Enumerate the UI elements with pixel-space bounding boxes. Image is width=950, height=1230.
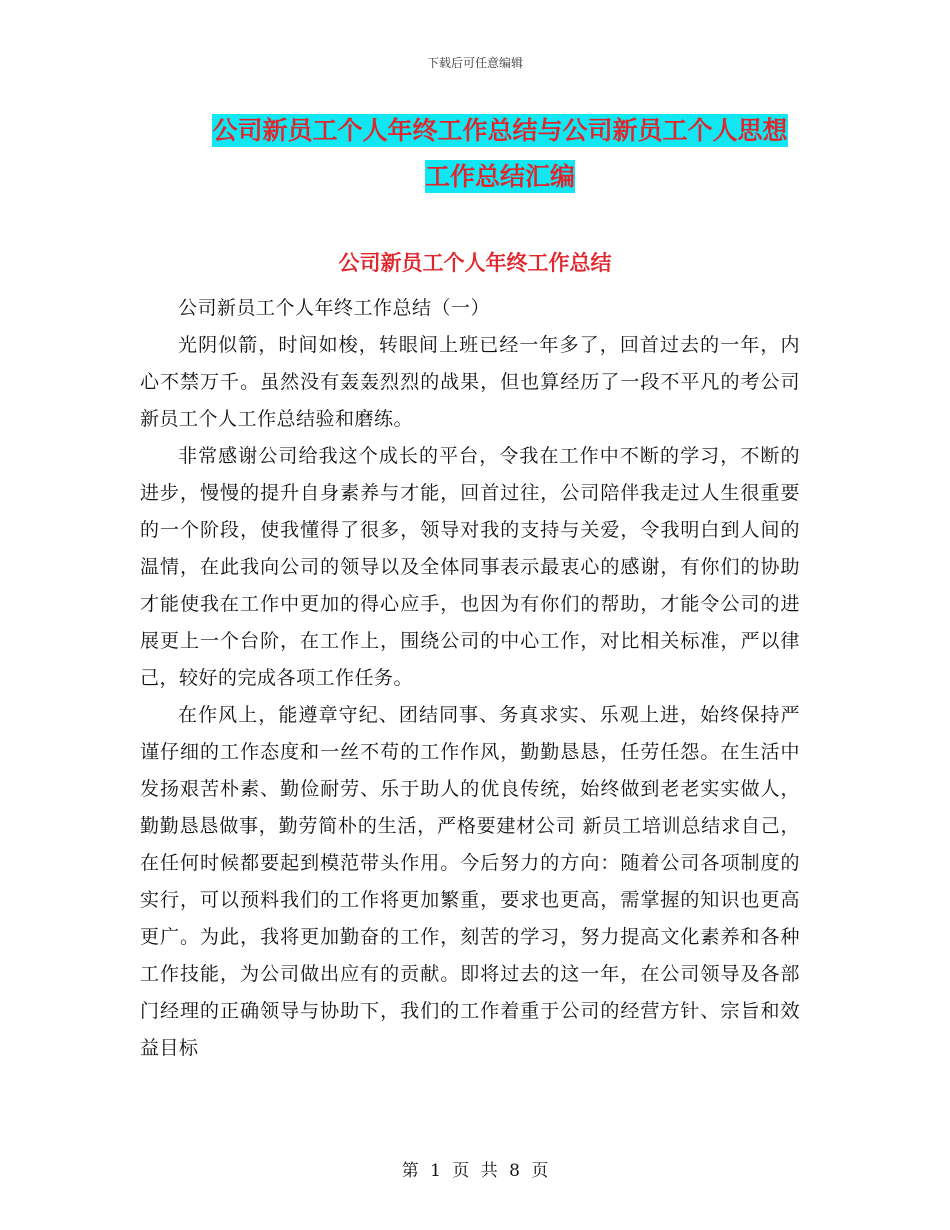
document-body <box>140 290 800 1067</box>
header-note: 下载后可任意编辑 <box>426 56 523 70</box>
title-line-2: 工作总结汇编 <box>424 162 575 191</box>
paragraph: 非常感谢公司给我这个成长的平台，令我在工作中不断的学习，不断的进步，慢慢的提升自身素养与才能，回首过往，公司陪伴我走过人生很重要的一个阶段，使我懂得了很多，领导对我的支持与关爱，令我明白到人间的温情，在此我向公司的领导以及全体同事表示最衷心的感谢，有你们的协助才能使我在工作中更加的得心应手，也因为有你们的帮助，才能令公司的进展更上一个台阶，在工作上，围绕公司的中心工作，对比相关标准，严以律己，较好的完成各项工作任务。 <box>140 445 800 689</box>
paragraph: 在作风上，能遵章守纪、团结同事、务真求实、乐观上进，始终保持严谨仔细的工作态度和一丝不苟的工作作风，勤勤恳恳，任劳任怨。在生活中发扬艰苦朴素、勤俭耐劳、乐于助人的优良传统，始终做到老老实实做人，勤勤恳恳做事，勤劳简朴的生活，严格要建材公司 新员工培训总结求自己，在任何时候都要起到模范带头作用。今后努力的方向：随着公司各项制度的实行，可以预料我们的工作将更加繁重，要求也更高，需掌握的知识也更高更广。为此，我将更加勤奋的工作，刻苦的学习，努力提高文化素养和各种工作技能，为公司做出应有的贡献。即将过去的这一年，在公司领导及各部门经理的正确领导与协助下，我们的工作着重于公司的经营方针、宗旨和效益目标 <box>140 704 800 1059</box>
page-number-footer: 第 1 页 共 8 页 <box>401 1161 549 1181</box>
title-line-1: 公司新员工个人年终工作总结与公司新员工个人思想 <box>212 116 788 145</box>
section-title: 公司新员工个人年终工作总结 <box>338 251 612 275</box>
document-title <box>150 108 850 200</box>
paragraph: 光阴似箭，时间如梭，转眼间上班已经一年多了，回首过去的一年，内心不禁万千。虽然没有轰轰烈烈的战果，但也算经历了一段不平凡的考公司新员工个人工作总结验和磨练。 <box>140 334 800 430</box>
paragraph-subtitle: 公司新员工个人年终工作总结（一） <box>178 297 491 319</box>
